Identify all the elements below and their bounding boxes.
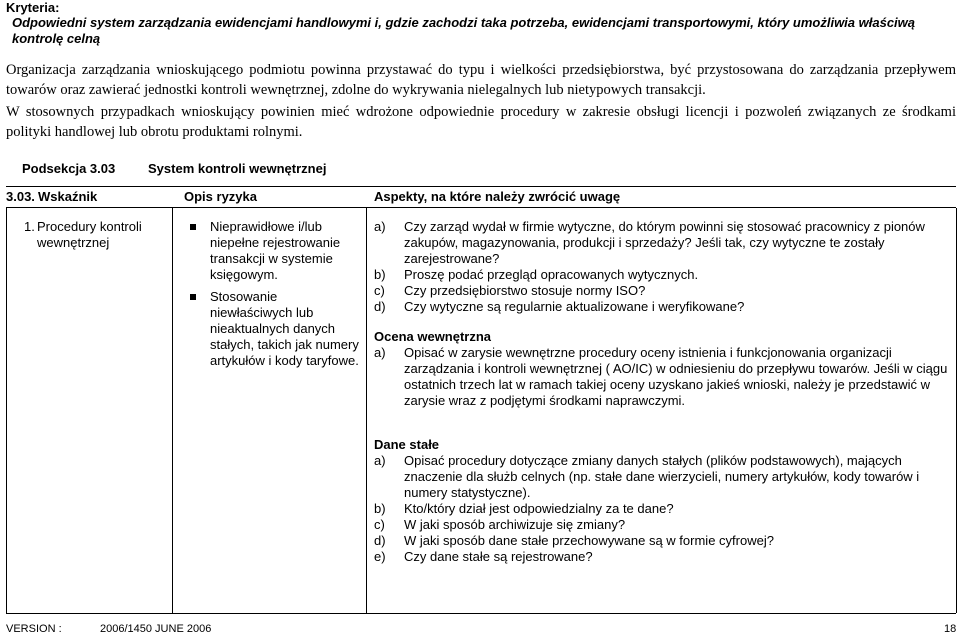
aspects-cell — [374, 219, 958, 565]
item-text: W jaki sposób dane stałe przechowywane są w formie cyfrowej? — [404, 533, 774, 548]
risk-text: Nieprawidłowe i/lub niepełne rejestrowanie transakcji w systemie księgowym. — [210, 219, 341, 282]
master-data-heading: Dane stałe — [374, 437, 440, 452]
list-item — [374, 219, 958, 267]
row-number: 1. — [24, 219, 35, 234]
risk-text: Stosowanie niewłaściwych lub nieaktualnych danych stałych, takich jak numery artykułów i kody taryfowe. — [210, 289, 359, 368]
item-letter: a) — [374, 219, 386, 234]
subsection-label: Podsekcja 3.03 — [22, 161, 116, 176]
list-item — [374, 299, 958, 315]
item-letter: c) — [374, 517, 385, 532]
column-divider — [366, 208, 367, 613]
item-text: Czy wytyczne są regularnie aktualizowane i weryfikowane? — [404, 299, 745, 314]
header-indicator: Wskaźnik — [38, 189, 98, 204]
list-item — [374, 453, 958, 501]
footer-page-number: 18 — [944, 623, 957, 635]
header-bottom-rule — [6, 207, 956, 208]
list-item — [374, 345, 958, 409]
item-letter: b) — [374, 501, 386, 516]
item-letter: d) — [374, 533, 386, 548]
list-item — [374, 533, 958, 549]
assessment-list — [374, 345, 958, 409]
footer-version-label: VERSION : — [6, 623, 62, 635]
item-text: Czy dane stałe są rejestrowane? — [404, 549, 593, 564]
item-text: Kto/który dział jest odpowiedzialny za te dane? — [404, 501, 674, 516]
subsection-title: System kontroli wewnętrznej — [148, 161, 327, 176]
criteria-block — [6, 0, 956, 47]
list-item — [374, 267, 958, 283]
item-letter: a) — [374, 453, 386, 468]
item-letter: e) — [374, 549, 386, 564]
item-text: Czy zarząd wydał w firmie wytyczne, do którym powinni się stosować pracownicy z pionów zakupów, magazynowania, produkcji i sprzedaży? Jeśli tak, czy wytyczne te zostały zarejestrowane? — [404, 219, 925, 266]
header-risk: Opis ryzyka — [184, 189, 257, 204]
master-data-list — [374, 453, 958, 565]
criteria-text: Odpowiedni system zarządzania ewidencjami handlowymi i, gdzie zachodzi taka potrzeba, ewidencjami transportowymi, który umożliwia właściwą kontrolę celną — [12, 15, 916, 46]
intro-paragraph-2: W stosownych przypadkach wnioskujący powinien mieć wdrożone odpowiednie procedury w zakresie obsługi licencji i pozwoleń związanych ze środkami polityki handlowej lub obrotu produktami rolnymi. — [6, 104, 956, 140]
criteria-heading: Kryteria: — [6, 0, 60, 15]
column-divider — [172, 208, 173, 613]
list-item — [374, 501, 958, 517]
intro-paragraph-1: Organizacja zarządzania wnioskującego podmiotu powinna przystawać do typu i wielkości przedsiębiorstwa, być przystosowana do zarządzania przepływem towarów oraz zawierać jednostki kontroli wewnętrznej, zdolne do wykrywania nielegalnych lub nietypowych transakcji. — [6, 62, 956, 98]
square-bullet-icon — [190, 224, 196, 230]
item-text: Proszę podać przegląd opracowanych wytycznych. — [404, 267, 699, 282]
table-top-rule — [6, 186, 956, 187]
item-letter: d) — [374, 299, 386, 314]
item-letter: a) — [374, 345, 386, 360]
item-letter: c) — [374, 283, 385, 298]
question-list — [374, 219, 958, 315]
column-divider — [6, 208, 7, 613]
list-item — [374, 517, 958, 533]
item-text: Czy przedsiębiorstwo stosuje normy ISO? — [404, 283, 646, 298]
risk-list — [188, 219, 360, 375]
item-text: W jaki sposób archiwizuje się zmiany? — [404, 517, 626, 532]
list-item — [188, 289, 360, 369]
item-text: Opisać w zarysie wewnętrzne procedury oceny istnienia i funkcjonowania organizacji zarządzania i kontroli wewnętrznej ( AO/IC) w odniesieniu do przepływu towarów. Jeśli w ciągu ostatnich trzech lat w ramach takiej oceny uzyskano jakieś wnioski, należy je przedstawić w zarysie wraz z podjętymi środkami naprawczymi. — [404, 345, 948, 408]
footer-version-value: 2006/1450 JUNE 2006 — [100, 623, 212, 635]
list-item — [188, 219, 360, 283]
indicator-text: Procedury kontroli wewnętrznej — [37, 219, 142, 250]
item-text: Opisać procedury dotyczące zmiany danych stałych (plików podstawowych), mających znaczenie dla służb celnych (np. stałe dane wierzycieli, numery artykułów, kody towarów i numery statystyczne). — [404, 453, 920, 500]
square-bullet-icon — [190, 294, 196, 300]
list-item — [374, 549, 958, 565]
list-item — [374, 283, 958, 299]
item-letter: b) — [374, 267, 386, 282]
header-aspects: Aspekty, na które należy zwrócić uwagę — [374, 189, 621, 204]
assessment-heading: Ocena wewnętrzna — [374, 329, 492, 344]
table-bottom-rule — [6, 613, 956, 614]
header-number: 3.03. — [6, 189, 35, 204]
